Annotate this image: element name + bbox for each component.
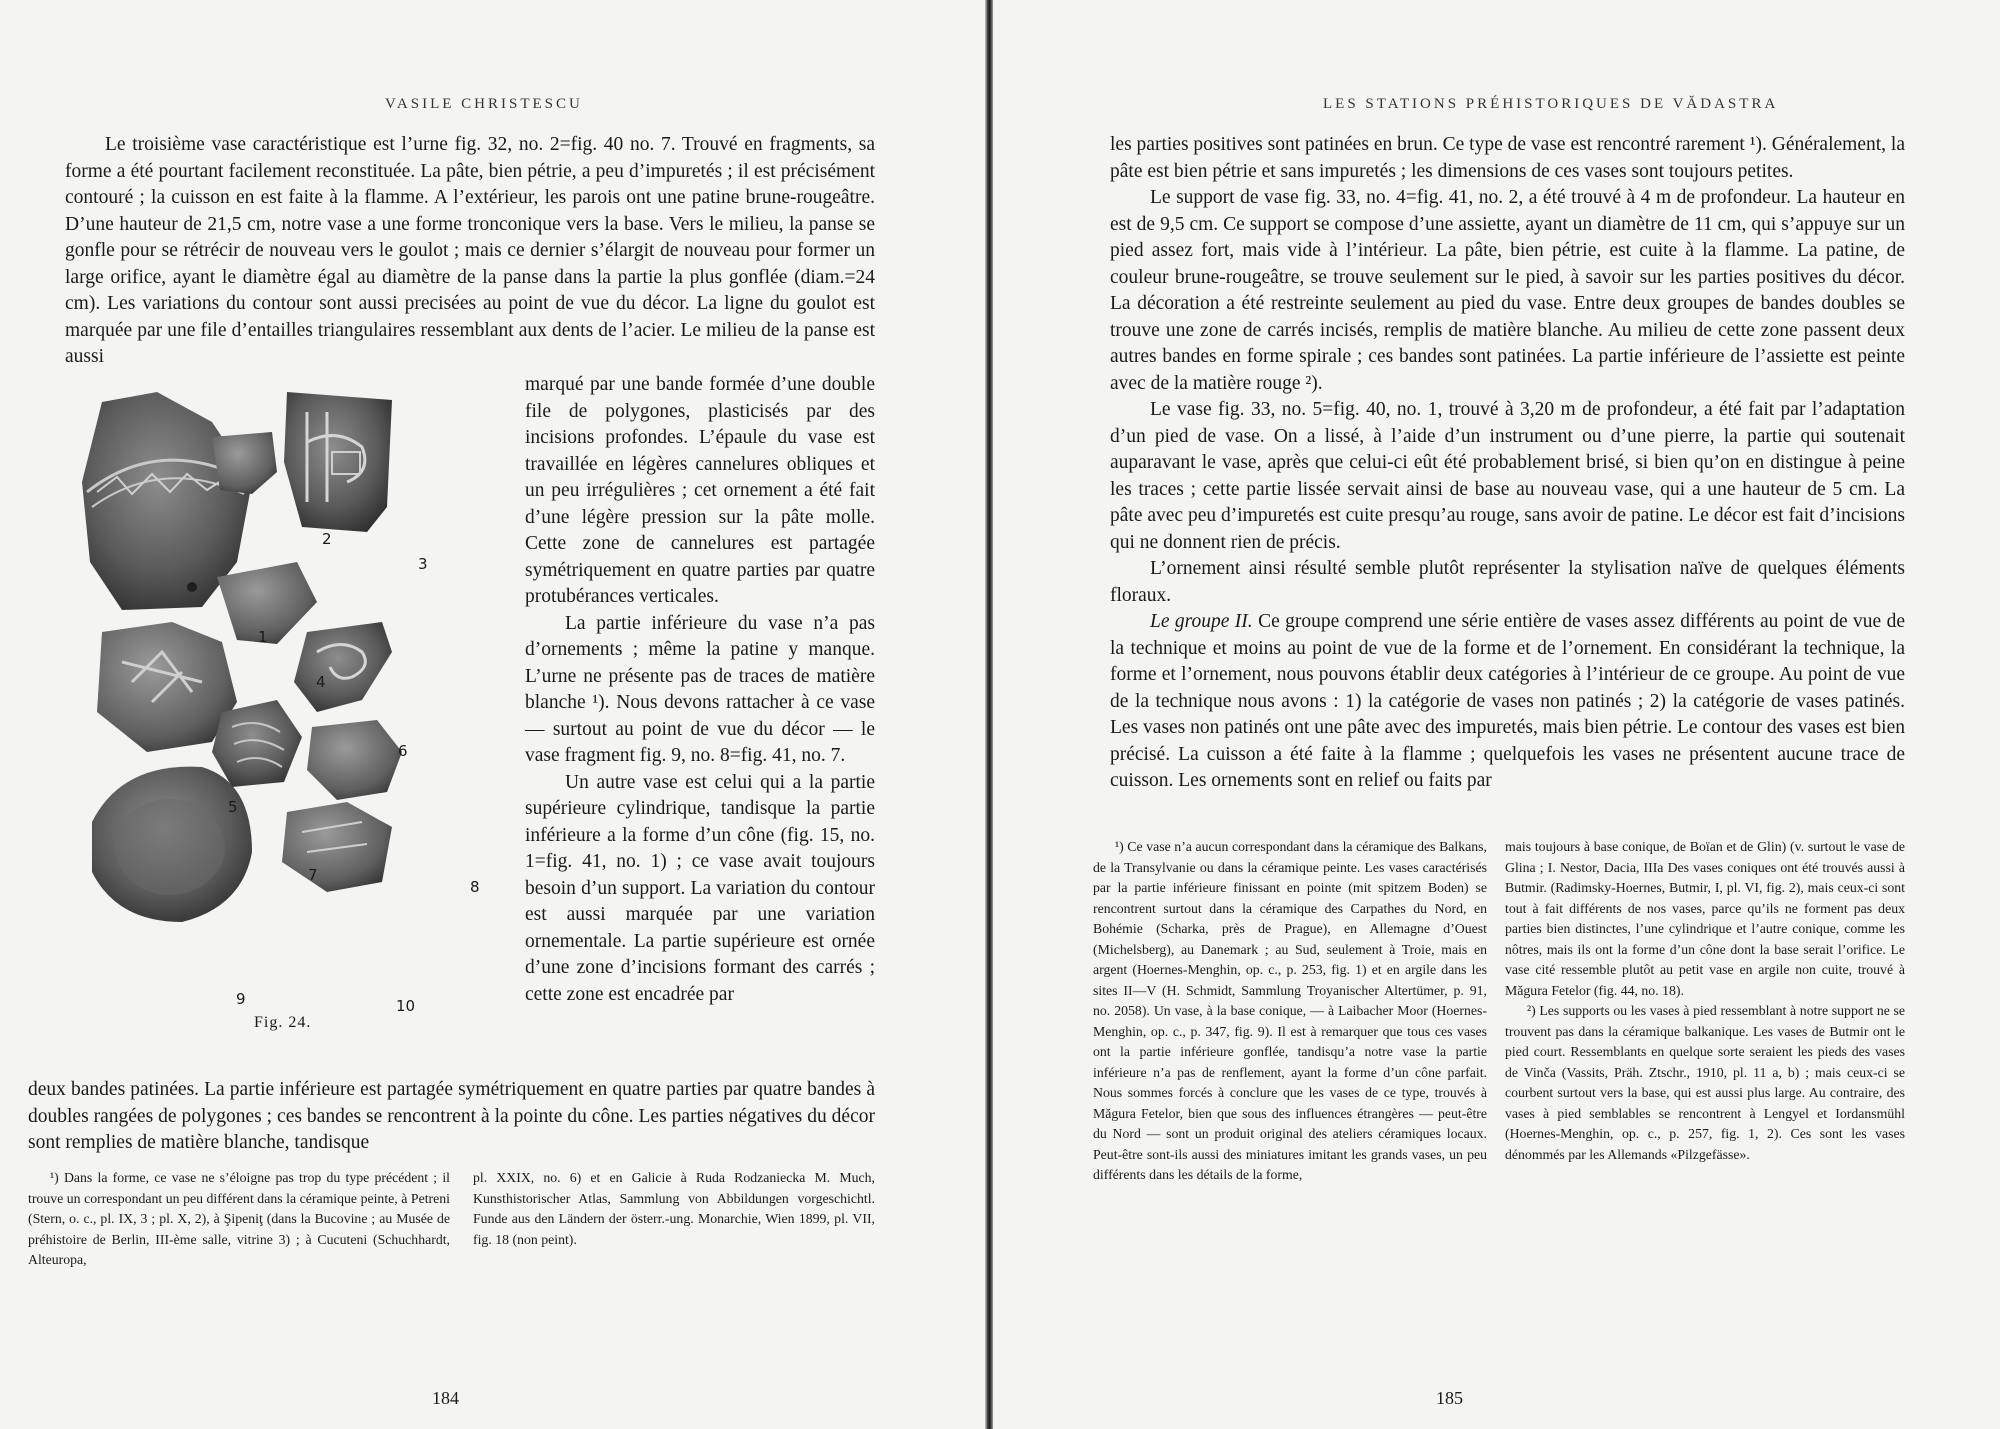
footnote: ²) Les supports ou les vases à pied ressemblant à notre support ne se trouvent pas dans la céramique balkanique. Les vases de Butmir ont le pied court. Ressemblants en quelque sorte seraient les pieds des vases de Vinča (Vassits, Präh. Ztschr., 1910, pl. 11 a, b) ; mais ceux-ci se courbent surtout vers la base, qui est aussi plus large. Au contraire, des vases à pied semblables se rencontrent à Lengyel et Iordansmühl (Hoernes-Menghin, op. c., p. 257, fig. 1, 2). Ces sont les vases dénommés par les Allemands «Pilzgefässe».: [1505, 1003, 1905, 1162]
footnote: pl. XXIX, no. 6) et en Galicie à Ruda Rodzaniecka M. Much, Kunsthistorischer Atlas, Sammlung von Abbildungen vorgeschichtl. Funde aus den Ländern der österr.-ung. Monarchie, Wien 1899, pl. VII, fig. 18 (non peint).: [473, 1170, 875, 1247]
body-text-top: [65, 132, 875, 371]
section-lead: Le groupe II.: [1150, 611, 1253, 632]
book-gutter: [985, 0, 993, 1429]
sherd-3: [284, 392, 392, 532]
sherd-7: [212, 700, 302, 787]
figure-caption: Fig. 24.: [254, 1014, 312, 1031]
body-text-column: [525, 372, 875, 1008]
right-page: [993, 0, 2000, 1429]
figure-number: 5: [228, 798, 238, 816]
running-head: LES STATIONS PRÉHISTORIQUES DE VĂDASTRA: [1323, 96, 1779, 112]
figure-number: 8: [470, 878, 480, 896]
paragraph: L’ornement ainsi résulté semble plutôt représenter la stylisation naïve de quelques éléments floraux.: [1110, 558, 1905, 606]
footnotes-column-1: [28, 1168, 450, 1271]
sherd-6: [294, 622, 392, 712]
footnotes-column-1: [1093, 837, 1487, 1186]
footnote: ¹) Ce vase n’a aucun correspondant dans la céramique des Balkans, de la Transylvanie ou dans la céramique peinte. Les vases caractérisés par la partie inférieure finissant en pointe (mit spitzem Boden) se rencontrent surtout dans la céramique des Carpathes du Nord, en Bohémie (Scharka, près de Prague), en Allemagne d’Ouest (Michelsberg), au Danemark ; au Sud, seulement à Troie, mais en argent (Hoernes-Menghin, op. c., p. 253, fig. 1) et en argile dans les sites II—V (H. Schmidt, Sammlung Troyanischer Altertümer, p. 91, no. 2058). Un vase, à la base conique, — à Laibacher Moor (Hoernes-Menghin, op. c., p. 347, fig. 9). Il est à remarquer que tous ces vases ont la partie inférieure gonflée, tandisqu’a notre vase la partie inférieure n’a pas de renflement, ayant la forme d’un cône parfait. Nous sommes forcés à conclure que les vases de ce type, trouvés à Măgura Fetelor, bien que sous des influences étrangères — peut-être du Nord — sont un produit original des ateliers céramiques locaux. Peut-être sont-ils aussi des miniatures imitant les grands vases, un peu différents dans les détails de la forme,: [1093, 839, 1487, 1182]
footnotes-column-2: [1505, 837, 1905, 1165]
figure-number: 3: [418, 555, 428, 573]
paragraph: Le vase fig. 33, no. 5=fig. 40, no. 1, trouvé à 3,20 m de profondeur, a été fait par l’adaptation d’un pied de vase. On a lissé, à l’aide d’un instrument ou d’une pierre, la partie qui soutenait auparavant le vase, après que celui-ci eût été probablement brisé, si bien qu’on en distingue à peine les traces ; cette partie lissée servait ainsi de base au nouveau vase, qui a une hauteur de 5 cm. La pâte avec peu d’impuretés est cuite presqu’au rouge, sans avoir de patine. Le décor est fait d’incisions qui ne donnent rien de précis.: [1110, 399, 1905, 553]
paragraph: La partie inférieure du vase n’a pas d’ornements ; même la patine y manque. L’urne ne présente pas de traces de matière blanche ¹). Nous devons rattacher à ce vase — surtout au point de vue du décor — le vase fragment fig. 9, no. 8=fig. 41, no. 7.: [525, 612, 875, 766]
paragraph: deux bandes patinées. La partie inférieure est partagée symétriquement en quatre parties par quatre bandes à doubles rangées de polygones ; ces bandes se rencontrent à la pointe du cône. Les parties négatives du décor sont remplies de matière blanche, tandisque: [28, 1079, 875, 1153]
figure-plate: [62, 382, 517, 1037]
body-text-bottom: [28, 1077, 875, 1157]
paragraph: Un autre vase est celui qui a la partie supérieure cylindrique, tandisque la partie inférieure a la forme d’un cône (fig. 15, no. 1=fig. 41, no. 1) ; ce vase avait toujours besoin d’un support. La variation du contour est aussi marquée par une variation ornementale. La partie supérieure est ornée d’une zone d’incisions formant des carrés ; cette zone est encadrée par: [525, 771, 875, 1005]
paragraph: marqué par une bande formée d’une double file de polygones, plasticisés par des incisions profondes. L’épaule du vase est travaillée en légères cannelures obliques et un peu irrégulières ; cet ornement a été fait d’une légère pression sur la pâte molle. Cette zone de cannelures est partagée symétriquement en quatre parties par quatre protubérances verticales.: [525, 374, 875, 607]
figure-number: 9: [236, 990, 246, 1008]
paragraph: les parties positives sont patinées en brun. Ce type de vase est rencontré rarement ¹). Généralement, la pâte est bien pétrie et sans impuretés ; les dimensions de ces vases sont toujours petites.: [1110, 134, 1905, 182]
paragraph: Le support de vase fig. 33, no. 4=fig. 41, no. 2, a été trouvé à 4 m de profondeur. La hauteur en est de 9,5 cm. Ce support se compose d’une assiette, ayant un diamètre de 11 cm, qui s’appuye sur un pied assez fort, mais vide à l’intérieur. La pâte, bien pétrie, est cuite à la flamme. La patine, de couleur brune-rougeâtre, se trouve seulement sur le pied, à savoir sur les parties positives du décor. La décoration a été restreinte seulement au pied du vase. Entre deux groupes de bandes doubles se trouve une zone de carrés incisés, remplis de matière blanche. Au milieu de cette zone passent deux autres bandes en forme spirale ; ces bandes sont patinées. La partie inférieure de l’assiette est peinte avec de la matière rouge ²).: [1110, 187, 1905, 394]
paragraph: Le troisième vase caractéristique est l’urne fig. 32, no. 2=fig. 40 no. 7. Trouvé en fragments, sa forme a été pourtant facilement reconstituée. La pâte, bien pétrie, a peu d’impuretés ; il est précisément contouré ; la cuisson en est faite à la flamme. A l’extérieur, les parois ont une patine brune-rougeâtre. D’une hauteur de 21,5 cm, notre vase a une forme tronconique vers la base. Vers le milieu, la panse se gonfle pour se rétrécir de nouveau vers le goulot ; mais ce dernier s’élargit de nouveau pour former un large orifice, ayant le diamètre égal au diamètre de la panse dans la partie la plus gonflée (diam.=24 cm). Les variations du contour sont aussi precisées au point de vue du décor. La ligne du goulot est marquée par une file d’entailles triangulaires ressemblant aux dents de l’acier. Le milieu de la panse est aussi: [65, 134, 875, 367]
footnote: ¹) Dans la forme, ce vase ne s’éloigne pas trop du type précédent ; il trouve un correspondant un peu différent dans la céramique peinte, à Petreni (Stern, o. c., pl. IX, 3 ; pl. X, 2), à Şipeniţ (dans la Bucovine ; au Musée de préhistoire de Berlin, III-ème salle, vitrine 3) ; à Cucuteni (Schuchhardt, Alteuropa,: [28, 1170, 450, 1267]
sherd-10: [282, 802, 392, 892]
figure-number: 2: [322, 530, 332, 548]
paragraph-text: Ce groupe comprend une série entière de vases assez différents au point de vue de la technique et moins au point de vue de la forme et de l’ornement. En considérant la technique, la forme et l’ornement, nous pouvons établir deux catégories à l’intérieur de ce groupe. Au point de vue de la technique nous avons : 1) la catégorie de vases non patinés ; 2) la catégorie de vases patinés. Les vases non patinés ont une pâte avec des impuretés, mais bien pétrie. Le contour des vases est bien précisé. La cuisson a été faite à la flamme ; quelquefois les vases ne présentent aucune trace de cuisson. Les ornements sont en relief ou faits par: [1110, 611, 1905, 791]
figure-number: 10: [396, 997, 416, 1015]
sherd-8: [307, 720, 402, 800]
sherd-9: [92, 767, 252, 922]
running-head: VASILE CHRISTESCU: [385, 96, 583, 112]
paragraph: [1110, 609, 1905, 795]
footnote: mais toujours à base conique, de Boïan et de Glin) (v. surtout le vase de Glina ; I. Nestor, Dacia, IIIa Des vases coniques ont été trouvés aussi à Butmir. (Radimsky-Hoernes, Butmir, I, pl. VI, fig. 2), mais ceux-ci sont tout à fait différents de nos vases, parce qu’ils ne forment pas deux parties bien distinctes, l’une cylindrique et l’autre conique, comme les nôtres, mais ils ont la forme d’un cône dont la base serait l’orifice. Le vase cité ressemble plutôt au petit vase en argile non cuite, trouvé à Măgura Fetelor (fig. 44, no. 18).: [1505, 839, 1905, 998]
figure-number: 7: [308, 866, 318, 884]
left-page: [0, 0, 985, 1429]
figure-number: 1: [258, 628, 268, 646]
sherd-5: [97, 622, 237, 752]
figure-number: 6: [398, 742, 408, 760]
footnotes-column-2: [473, 1168, 875, 1250]
sherd-2: [212, 432, 277, 494]
page-number: 184: [432, 1388, 459, 1408]
figure-number: 4: [316, 673, 326, 691]
page-number: 185: [1436, 1388, 1463, 1408]
body-text: [1110, 132, 1905, 795]
